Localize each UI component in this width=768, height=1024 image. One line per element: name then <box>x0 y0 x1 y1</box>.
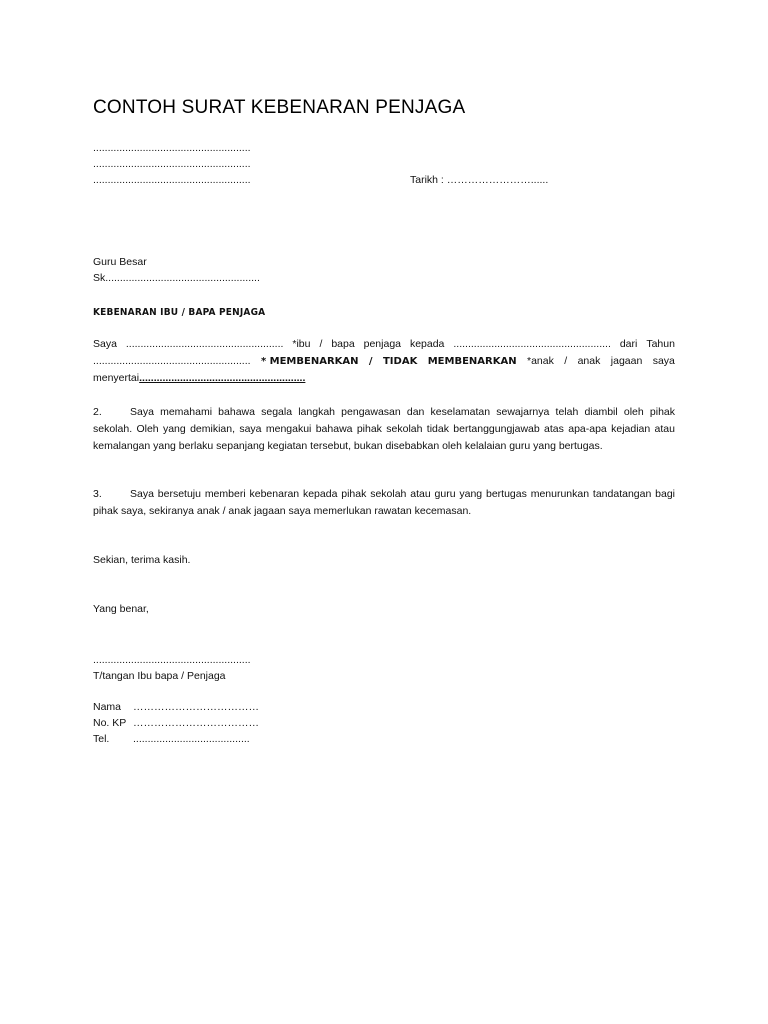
detail-row <box>93 715 259 731</box>
signature-line: ...................................................... <box>93 654 251 666</box>
paragraph-1-line-1 <box>93 336 675 353</box>
signature-block <box>93 652 251 684</box>
detail-label: Nama <box>93 701 122 713</box>
word: jagaan <box>610 355 643 367</box>
word: Saya <box>93 338 117 350</box>
recipient-school: Sk..................................................... <box>93 272 260 284</box>
paragraph-1-line-2 <box>93 353 675 370</box>
detail-value: ……………………………… <box>133 701 259 713</box>
detail-value: ........................................ <box>133 733 250 745</box>
word: penjaga <box>363 338 401 350</box>
address-line: ...................................................... <box>93 142 251 154</box>
word: *ibu <box>292 338 311 350</box>
word: dari <box>619 338 638 350</box>
paragraph-1 <box>93 336 675 387</box>
blank-field: ...................................................... <box>453 338 611 350</box>
detail-label: Tel. <box>93 733 110 745</box>
paragraph-number: 2. <box>93 406 102 418</box>
word: anak <box>577 355 601 367</box>
word: bapa <box>331 338 355 350</box>
address-line: ...................................................... <box>93 174 251 186</box>
section-heading: KEBENARAN IBU / BAPA PENJAGA <box>93 307 266 318</box>
address-line: ...................................................... <box>93 158 251 170</box>
paragraph-1-line-3 <box>93 370 675 387</box>
detail-row <box>93 699 259 715</box>
sign-off: Yang benar, <box>93 603 149 615</box>
paragraph-number: 3. <box>93 488 102 500</box>
recipient-block <box>93 254 260 286</box>
paragraph-2 <box>93 404 675 455</box>
underlined-blank: ......................................................... <box>139 372 306 384</box>
detail-label: No. KP <box>93 717 127 729</box>
signature-label: T/tangan Ibu bapa / Penjaga <box>93 670 226 682</box>
bold-word: / <box>368 356 373 367</box>
recipient-title: Guru Besar <box>93 256 147 268</box>
paragraph-text: Saya bersetuju memberi kebenaran kepada pihak sekolah atau guru yang bertugas menurunkan tandatangan bagi pihak saya, sekiranya anak / anak jagaan saya memerlukan rawatan kecemasan. <box>93 488 675 517</box>
bold-word: * MEMBENARKAN <box>260 356 359 367</box>
word: kepada <box>409 338 445 350</box>
blank-field: ...................................................... <box>125 338 284 350</box>
word: menyertai <box>93 372 140 384</box>
word: / <box>319 338 323 350</box>
date-field: Tarikh : ……………………...... <box>410 174 549 186</box>
word: / <box>564 355 568 367</box>
word: *anak <box>527 355 554 367</box>
bold-word: MEMBENARKAN <box>427 356 517 367</box>
detail-row <box>93 731 259 747</box>
guardian-details <box>93 699 259 747</box>
paragraph-text: Saya memahami bahawa segala langkah pengawasan dan keselamatan sewajarnya telah diambil oleh pihak sekolah. Oleh yang demikian, saya mengakui bahawa pihak sekolah tidak bertanggungjawab atas apa-apa kejadian atau kemalangan yang berlaku sepanjang kegiatan tersebut, bukan disebabkan oleh kelalaian guru yang bertugas. <box>93 406 675 452</box>
word: Tahun <box>646 338 675 350</box>
closing-text: Sekian, terima kasih. <box>93 554 191 566</box>
bold-word: TIDAK <box>382 356 418 367</box>
detail-value: ……………………………… <box>133 717 259 729</box>
word: saya <box>652 355 675 367</box>
paragraph-3 <box>93 486 675 520</box>
blank-field: ...................................................... <box>93 355 251 367</box>
sender-address <box>93 140 251 188</box>
document-title: CONTOH SURAT KEBENARAN PENJAGA <box>93 97 466 118</box>
